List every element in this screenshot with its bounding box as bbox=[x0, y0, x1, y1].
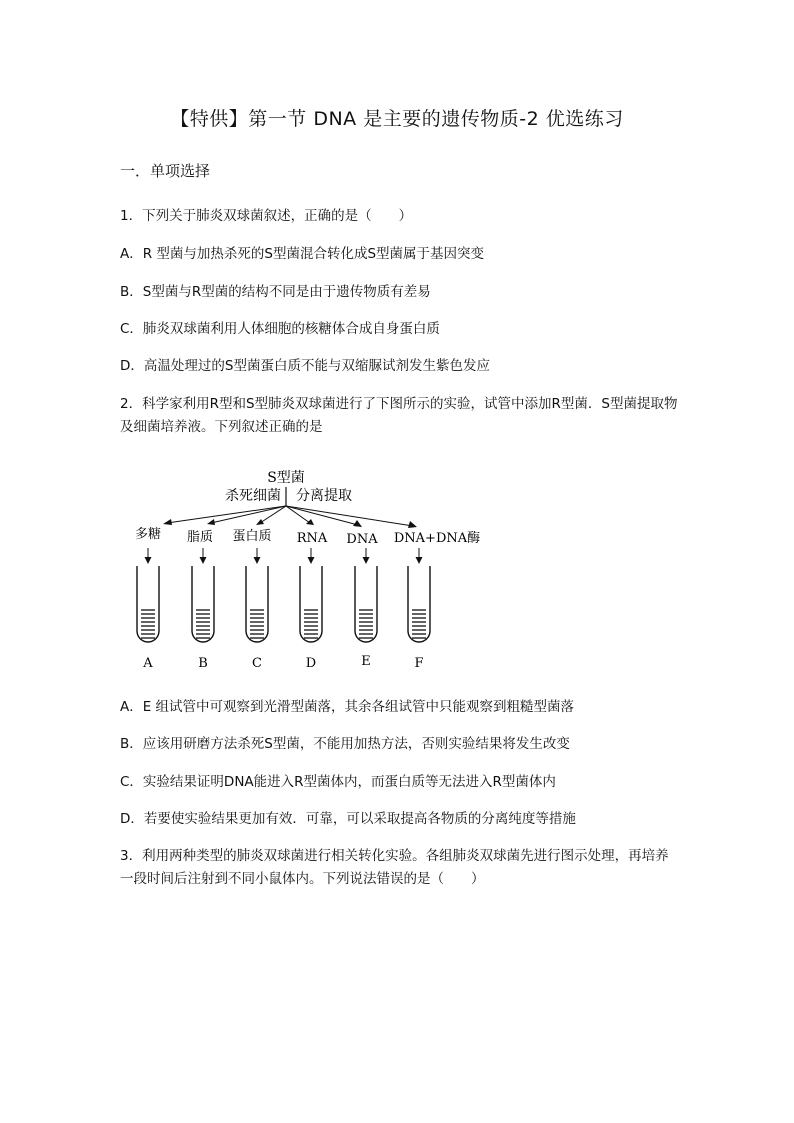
experiment-diagram bbox=[120, 462, 500, 674]
test-tube bbox=[408, 548, 430, 642]
question-2-stem: 2．科学家利用R型和S型肺炎双球菌进行了下图所示的实验，试管中添加R型菌．S型菌提取物及细菌培养液。下列叙述正确的是 bbox=[120, 396, 678, 435]
test-tube bbox=[355, 548, 377, 642]
tube-label: D bbox=[305, 656, 317, 671]
question-3-stem: 3．利用两种类型的肺炎双球菌进行相关转化实验。各组肺炎双球菌先进行图示处理，再培养一段时间后注射到不同小鼠体内。下列说法错误的是（ ） bbox=[120, 848, 669, 887]
arrow-head bbox=[254, 557, 261, 564]
substance-label: 脂质 bbox=[186, 530, 214, 545]
source-label: S型菌 bbox=[267, 470, 305, 486]
arrow-head bbox=[308, 557, 315, 564]
arrow-head bbox=[416, 557, 423, 564]
tube-label: C bbox=[252, 656, 262, 671]
question-1-option-b: B．S型菌与R型菌的结构不同是由于遗传物质有差易 bbox=[120, 284, 431, 300]
question-1-option-d: D．高温处理过的S型菌蛋白质不能与双缩脲试剂发生紫色发应 bbox=[120, 358, 490, 374]
question-1-option-a: A．R 型菌与加热杀死的S型菌混合转化成S型菌属于基因突变 bbox=[120, 246, 485, 262]
test-tube bbox=[192, 548, 214, 642]
tube-label: B bbox=[198, 656, 208, 671]
section-heading: 一．单项选择 bbox=[120, 162, 211, 180]
question-1-stem: 1．下列关于肺炎双球菌叙述，正确的是（ ） bbox=[120, 208, 413, 224]
extract-label: 分离提取 bbox=[296, 488, 352, 504]
tube-label: A bbox=[143, 656, 153, 671]
page-title: 【特供】第一节 DNA 是主要的遗传物质-2 优选练习 bbox=[170, 108, 624, 130]
substance-label: DNA+DNA酶 bbox=[393, 531, 481, 546]
kill-label: 杀死细菌 bbox=[225, 488, 281, 504]
test-tube bbox=[300, 548, 322, 642]
substance-label: 蛋白质 bbox=[232, 529, 272, 544]
arrow-head bbox=[145, 557, 152, 564]
substance-label: 多糖 bbox=[134, 527, 162, 542]
question-2-option-d: D．若要使实验结果更加有效．可靠，可以采取提高各物质的分离纯度等措施 bbox=[120, 811, 576, 827]
question-1-option-c: C．肺炎双球菌利用人体细胞的核糖体合成自身蛋白质 bbox=[120, 321, 440, 337]
tube-label: E bbox=[361, 654, 371, 669]
question-2-option-c: C．实验结果证明DNA能进入R型菌体内，而蛋白质等无法进入R型菌体内 bbox=[120, 774, 556, 790]
test-tube bbox=[137, 548, 159, 642]
tube-label: F bbox=[414, 656, 424, 671]
arrow-head bbox=[200, 557, 207, 564]
test-tube bbox=[246, 548, 268, 642]
question-2-option-a: A．E 组试管中可观察到光滑型菌落，其余各组试管中只能观察到粗糙型菌落 bbox=[120, 699, 575, 715]
substance-label: DNA bbox=[346, 532, 378, 547]
substance-label: RNA bbox=[296, 531, 328, 546]
test-tubes bbox=[137, 548, 430, 642]
question-2-option-b: B．应该用研磨方法杀死S型菌，不能用加热方法，否则实验结果将发生改变 bbox=[120, 736, 570, 752]
arrow-head bbox=[363, 557, 370, 564]
